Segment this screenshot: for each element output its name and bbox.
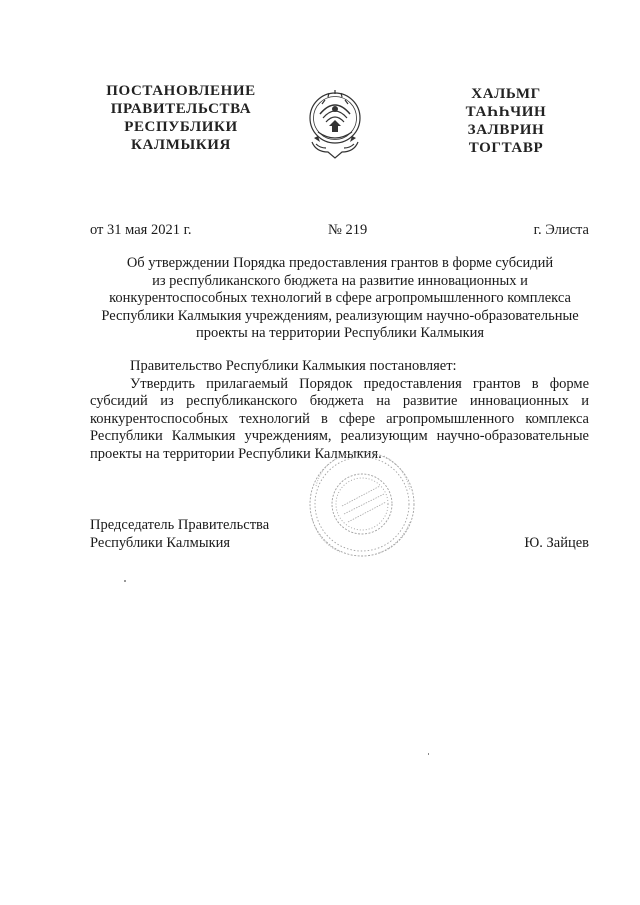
document-title-line: конкурентоспособных технологий в сфере агропромышленного комплекса (109, 290, 571, 307)
document-city: г. Элиста (533, 222, 589, 238)
document-date-line (90, 222, 589, 240)
header-right-line: ЗАЛВРИН (467, 122, 545, 138)
document-title-line: Республики Калмыкия учреждениям, реализующим научно-образовательные (101, 307, 579, 324)
document-number: № 219 (328, 222, 368, 238)
signatory-name: Ю. Зайцев (524, 534, 589, 551)
header-left-line: ПРАВИТЕЛЬСТВА (110, 101, 252, 117)
document-title-line: из республиканского бюджета на развитие инновационных и (152, 272, 528, 289)
header-left-line: ПОСТАНОВЛЕНИЕ (106, 83, 256, 99)
header-left-line: РЕСПУБЛИКИ (124, 119, 238, 135)
signatory-position (90, 517, 589, 552)
body-paragraph: Утвердить прилагаемый Порядок предоставления грантов в форме субсидий из республиканского бюджета на развитие инновационных и конкурентоспособных технологий в сфере агропромышленного комплекса Республики Калмыкия учреждениям, реализующим научно-образовательные проекты на территории Республики Калмыкия. (90, 375, 589, 462)
header-right-line: ТАҺҺЧИН (465, 104, 547, 120)
header-left-title (88, 82, 274, 154)
coat-of-arms-icon (306, 82, 364, 162)
body-preamble: Правительство Республики Калмыкия постановляет: (130, 358, 457, 374)
signatory-position-line: Республики Калмыкия (90, 534, 231, 551)
signature-block (90, 517, 589, 552)
document-title (86, 255, 594, 343)
scan-speck (124, 580, 126, 582)
header-right-line: ТОГТАВР (468, 140, 544, 156)
document-title-line: Об утверждении Порядка предоставления грантов в форме субсидий (126, 255, 554, 271)
header-left-line: КАЛМЫКИЯ (131, 137, 231, 153)
header-right-line: ХАЛЬМГ (471, 86, 541, 102)
document-title-line: проекты на территории Республики Калмыкия (195, 325, 485, 342)
document-date: от 31 мая 2021 г. (90, 222, 192, 238)
scan-speck (428, 753, 429, 755)
header-right-title (448, 85, 564, 157)
signatory-position-line: Председатель Правительства (90, 517, 270, 533)
